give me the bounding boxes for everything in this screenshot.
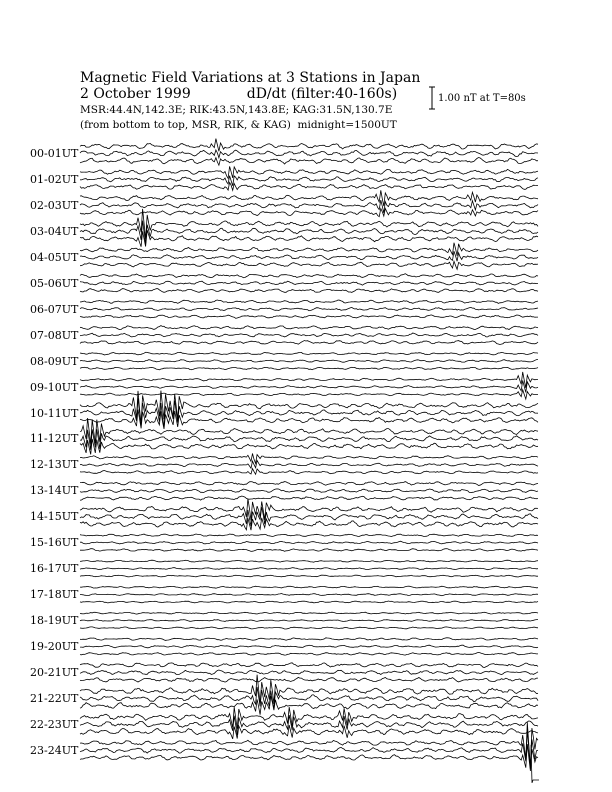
trace-msr [80, 496, 538, 500]
hour-label: 05-06UT [30, 276, 79, 290]
trace-kag [80, 586, 538, 588]
trace-rik [80, 620, 538, 622]
hour-label: 07-08UT [30, 328, 79, 342]
trace-msr [80, 744, 538, 771]
midnight-note: midnight=1500UT [297, 118, 397, 131]
trace-rik [80, 670, 538, 675]
trace-kag [80, 274, 538, 278]
scale-bar-label: 1.00 nT at T=80s [438, 93, 526, 104]
hour-label: 04-05UT [30, 250, 79, 264]
trace-msr [80, 390, 538, 399]
trace-msr [80, 469, 538, 475]
trace-rik [80, 380, 538, 392]
trace-msr [80, 439, 538, 455]
trace-msr [80, 601, 538, 603]
hour-label: 14-15UT [30, 510, 79, 524]
trace-msr [80, 652, 538, 655]
trace-rik [80, 281, 538, 285]
chart-title: Magnetic Field Variations at 3 Stations in Japan [80, 70, 421, 86]
hour-label: 13-14UT [30, 484, 79, 498]
trace-kag [80, 190, 538, 206]
trace-msr [80, 575, 538, 577]
date-text: 2 October 1999 [80, 86, 191, 102]
hour-label: 06-07UT [30, 302, 79, 316]
hour-label: 08-09UT [30, 354, 79, 368]
hour-label: 17-18UT [30, 588, 79, 602]
trace-kag [80, 499, 538, 521]
hour-label: 15-16UT [30, 536, 79, 550]
trace-rik [80, 489, 538, 493]
trace-msr [80, 261, 538, 269]
trace-rik [80, 307, 538, 310]
stations-text: MSR:44.4N,142.3E; RIK:43.5N,143.8E; KAG:31.5N,130.7E [80, 104, 393, 116]
trace-rik [80, 541, 538, 544]
hour-label: 10-11UT [30, 406, 79, 420]
trace-rik [80, 333, 538, 337]
trace-kag [80, 482, 538, 486]
trace-kag [80, 326, 538, 330]
hour-label: 12-13UT [30, 458, 79, 472]
trace-rik [80, 568, 538, 570]
trace-rik [80, 645, 538, 648]
hour-label: 21-22UT [30, 691, 79, 705]
trace-msr [80, 315, 538, 318]
hour-label: 01-02UT [30, 172, 79, 186]
trace-msr [80, 158, 538, 166]
trace-kag [80, 612, 538, 614]
trace-kag [80, 166, 538, 178]
hour-label: 00-01UT [30, 147, 79, 160]
quantity-text: dD/dt (filter:40-160s) [246, 86, 398, 102]
trace-msr [80, 182, 538, 190]
trace-kag [80, 352, 538, 355]
hour-label: 19-20UT [30, 640, 79, 654]
trace-kag [80, 300, 538, 303]
trace-kag [80, 722, 538, 767]
trace-msr [80, 518, 538, 530]
trace-rik [80, 150, 538, 158]
trace-msr [80, 341, 538, 345]
trace-msr [80, 549, 538, 552]
trace-kag [80, 663, 538, 668]
trace-rik [80, 730, 538, 768]
trace-kag [80, 372, 538, 388]
hour-label: 18-19UT [30, 614, 79, 628]
trace-rik [80, 461, 538, 469]
trace-rik [80, 398, 538, 427]
trace-kag [80, 454, 538, 464]
hour-label: 20-21UT [30, 666, 79, 679]
hour-label: 11-12UT [30, 432, 79, 446]
trace-msr [80, 627, 538, 629]
trace-rik [80, 251, 538, 261]
trace-rik [80, 176, 538, 186]
hour-label: 23-24UT [30, 743, 79, 757]
trace-kag [80, 638, 538, 641]
trace-kag [80, 534, 538, 537]
trace-rik [80, 360, 538, 363]
trace-kag [80, 560, 538, 562]
hour-label: 22-23UT [30, 717, 79, 731]
trace-msr [80, 209, 538, 217]
hour-label: 02-03UT [30, 198, 79, 212]
trace-rik [80, 594, 538, 596]
hour-label: 09-10UT [30, 380, 79, 394]
trace-kag [80, 707, 538, 729]
order-note: (from bottom to top, MSR, RIK, & KAG) [80, 118, 291, 131]
trace-msr [80, 289, 538, 293]
hour-label: 16-17UT [30, 562, 79, 576]
trace-msr [80, 677, 538, 682]
trace-kag [80, 243, 538, 256]
trace-msr [80, 367, 538, 370]
hour-label: 03-04UT [30, 224, 79, 238]
trace-rik [80, 200, 538, 213]
trace-kag [80, 139, 538, 152]
